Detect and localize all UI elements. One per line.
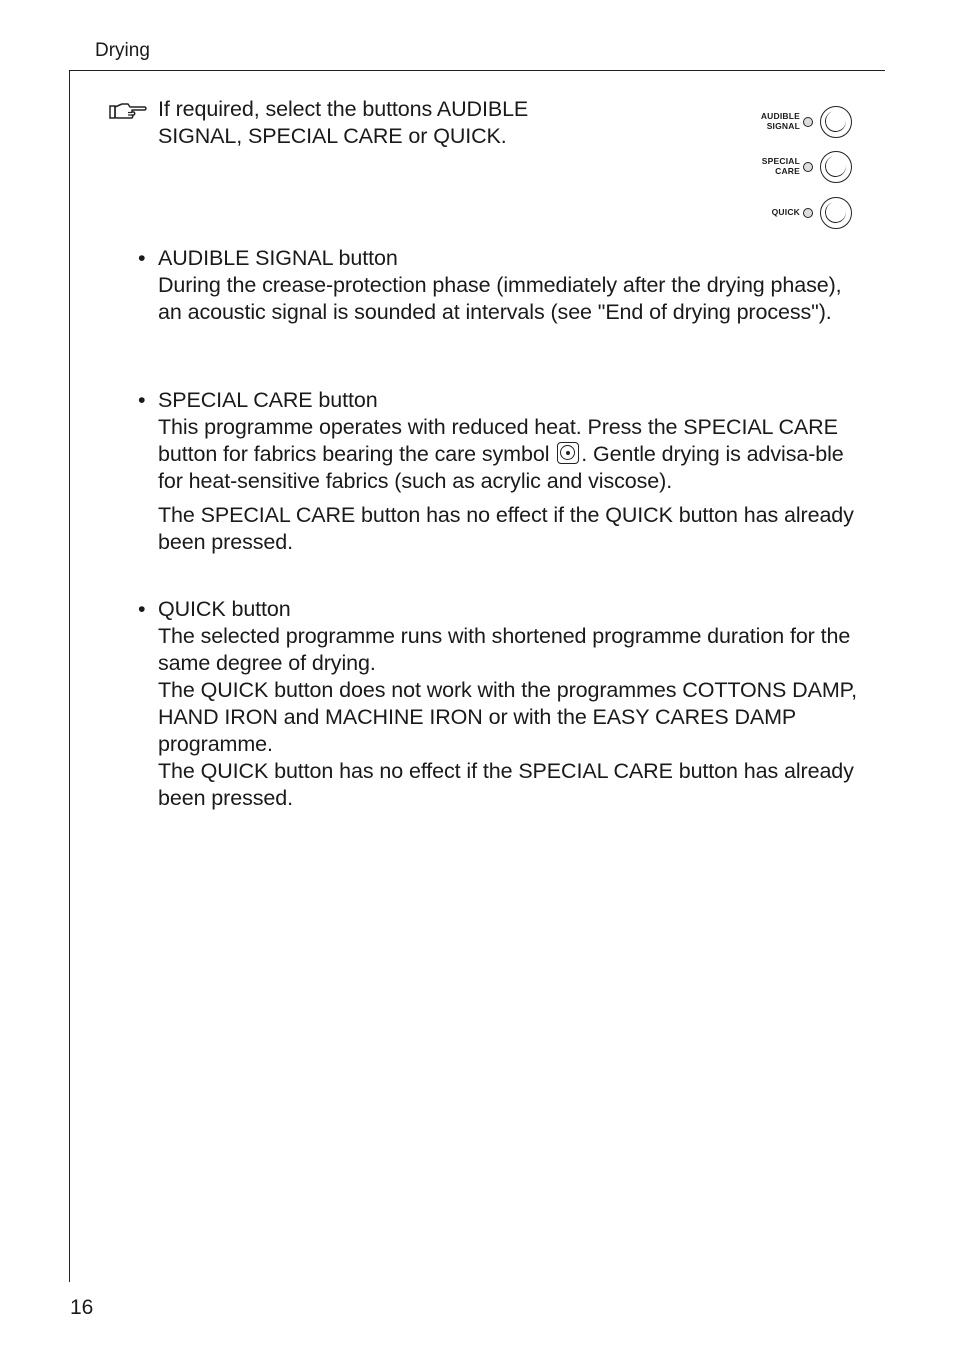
panel-button-label: AUDIBLE SIGNAL [760, 111, 800, 131]
left-margin-rule [69, 70, 70, 1282]
intro-instruction: If required, select the buttons AUDIBLE SIGNAL, SPECIAL CARE or QUICK. [158, 97, 529, 148]
section-body: The selected programme runs with shortened programme duration for the same degree of drying. [158, 624, 851, 675]
quick-panel-button [740, 193, 860, 233]
page-number: 16 [70, 1296, 94, 1319]
section-special-care [138, 387, 868, 556]
audible-signal-panel-button [740, 102, 860, 142]
section-body: During the crease-protection phase (immediately after the drying phase), an acoustic signal is sounded at intervals (see "End of drying process"). [158, 273, 842, 324]
section-body: The QUICK button has no effect if the SPECIAL CARE button has already been pressed. [158, 759, 854, 810]
push-button-icon [820, 106, 852, 138]
section-title: SPECIAL CARE button [158, 388, 378, 412]
top-rule [69, 70, 885, 71]
section-header-label: Drying [95, 40, 150, 61]
section-body: The QUICK button does not work with the programmes COTTONS DAMP, HAND IRON and MACHINE IRON or with the EASY CARES DAMP programme. [158, 678, 857, 756]
special-care-panel-button [740, 147, 860, 187]
section-note: The SPECIAL CARE button has no effect if the QUICK button has already been pressed. [158, 503, 854, 554]
bullet: • [138, 597, 146, 621]
led-indicator-icon [803, 208, 813, 218]
section-body: This programme operates with reduced heat. Press the SPECIAL CARE button for fabrics bearing the care symbol . Gentle drying is advisa-ble for heat-sensitive fabrics (such as acrylic and viscose). [158, 415, 844, 493]
led-indicator-icon [803, 117, 813, 127]
section-title: AUDIBLE SIGNAL button [158, 246, 398, 270]
section-quick [138, 596, 868, 812]
push-button-icon [820, 197, 852, 229]
bullet: • [138, 246, 146, 270]
panel-button-label: QUICK [771, 207, 800, 217]
section-audible-signal [138, 245, 868, 326]
tumble-dry-low-heat-icon [557, 442, 579, 464]
button-panel-illustration [740, 100, 860, 235]
panel-button-label: SPECIAL CARE [761, 156, 800, 176]
pointing-hand-icon [108, 100, 148, 122]
section-title: QUICK button [158, 597, 291, 621]
led-indicator-icon [803, 162, 813, 172]
bullet: • [138, 388, 146, 412]
push-button-icon [820, 151, 852, 183]
